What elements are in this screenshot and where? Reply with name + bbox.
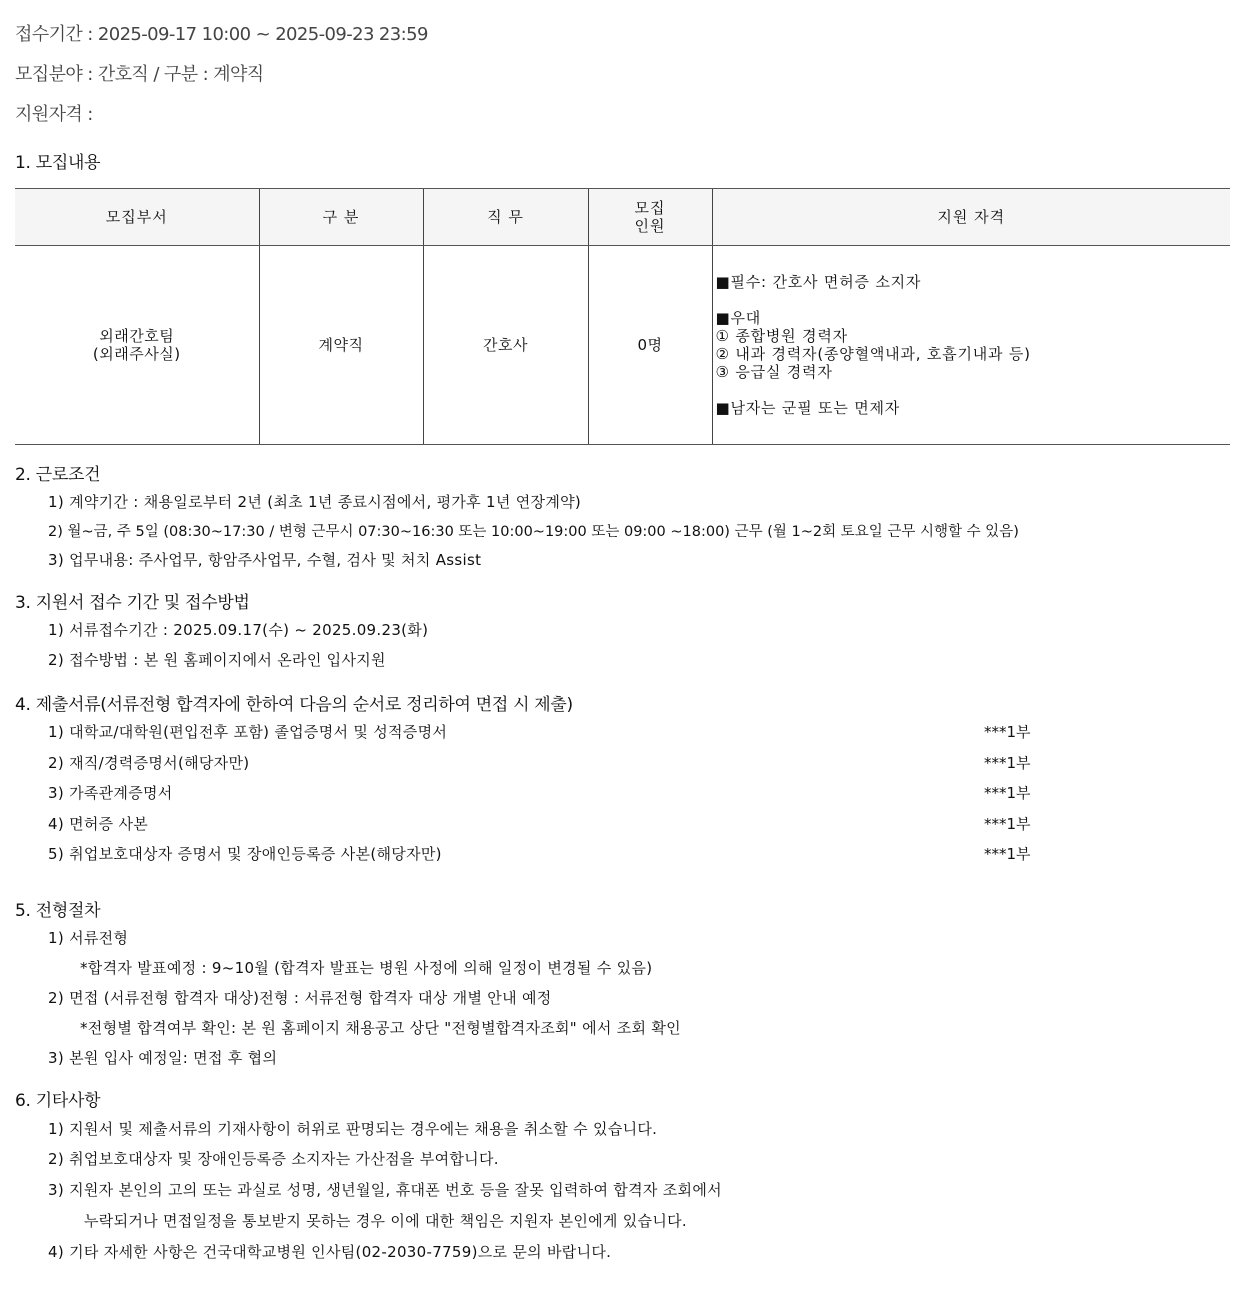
document-item: 2) 재직/경력증명서(해당자만) (48, 754, 250, 772)
list-item-continued: 누락되거나 면접일정을 통보받지 못하는 경우 이에 대한 책임은 지원자 본인에게 있습니다. (84, 1212, 687, 1230)
application-period-value: 2025-09-17 10:00 ~ 2025-09-23 23:59 (97, 24, 428, 45)
cell-qualifications (712, 246, 1230, 445)
table-row (15, 246, 1230, 445)
section-2-title: 2. 근로조건 (15, 465, 101, 485)
section-5-title: 5. 전형절차 (15, 901, 101, 921)
header-count (588, 189, 712, 246)
qual-required: ■필수: 간호사 면허증 소지자 (715, 273, 922, 291)
header-count-line2: 인원 (634, 217, 666, 235)
qualification-label: 지원자격 : (15, 104, 93, 125)
dept-sub: (외래주사실) (92, 345, 181, 363)
list-item: 2) 면접 (서류전형 합격자 대상)전형 : 서류전형 합격자 대상 개별 안내 예정 (48, 989, 552, 1007)
list-item: 4) 기타 자세한 사항은 건국대학교병원 인사팀(02-2030-7759)으로 문의 바랍니다. (48, 1243, 612, 1261)
section-6-title: 6. 기타사항 (15, 1091, 101, 1111)
section-3-title: 3. 지원서 접수 기간 및 접수방법 (15, 593, 250, 613)
document-item: 5) 취업보호대상자 증명서 및 장애인등록증 사본(해당자만) (48, 845, 442, 863)
qual-preferred-1: ① 종합병원 경력자 (715, 327, 848, 345)
document-item: 1) 대학교/대학원(편입전후 포함) 졸업증명서 및 성적증명서 (48, 723, 448, 741)
list-item: 1) 계약기간 : 채용일로부터 2년 (최초 1년 종료시점에서, 평가후 1년 연장계약) (48, 493, 582, 511)
header-category: 구 분 (259, 189, 423, 246)
qual-preferred-3: ③ 응급실 경력자 (715, 363, 833, 381)
qual-preferred-2: ② 내과 경력자(종양혈액내과, 호흡기내과 등) (715, 345, 1031, 363)
recruit-field: 모집분야 : 간호직 / 구분 : 계약직 (15, 64, 264, 85)
cell-job: 간호사 (423, 246, 588, 445)
section-1-title: 1. 모집내용 (15, 153, 101, 173)
list-item: 1) 지원서 및 제출서류의 기재사항이 허위로 판명되는 경우에는 채용을 취소할 수 있습니다. (48, 1120, 658, 1138)
list-item: 1) 서류접수기간 : 2025.09.17(수) ~ 2025.09.23(화) (48, 621, 429, 639)
table-header-row (15, 189, 1230, 246)
section-4-title: 4. 제출서류(서류전형 합격자에 한하여 다음의 순서로 정리하여 면접 시 제출) (15, 695, 573, 715)
list-note: *합격자 발표예정 : 9~10월 (합격자 발표는 병원 사정에 의해 일정이 변경될 수 있음) (80, 959, 653, 977)
list-item: 3) 지원자 본인의 고의 또는 과실로 성명, 생년월일, 휴대폰 번호 등을 잘못 입력하여 합격자 조회에서 (48, 1181, 722, 1199)
list-item: 3) 본원 입사 예정일: 면접 후 협의 (48, 1049, 278, 1067)
recruit-table (15, 188, 1230, 445)
list-item: 3) 업무내용: 주사업무, 항암주사업무, 수혈, 검사 및 처치 Assist (48, 551, 482, 569)
cell-count: 0명 (588, 246, 712, 445)
qual-spacer (716, 381, 1231, 399)
document-item: 3) 가족관계증명서 (48, 784, 173, 802)
document-item: 4) 면허증 사본 (48, 815, 149, 833)
header-dept: 모집부서 (15, 189, 259, 246)
document-count: ***1부 (984, 845, 1031, 863)
qual-spacer (716, 291, 1231, 309)
document-count: ***1부 (984, 815, 1031, 833)
header-job: 직 무 (423, 189, 588, 246)
list-item: 2) 취업보호대상자 및 장애인등록증 소지자는 가산점을 부여합니다. (48, 1150, 499, 1168)
cell-category: 계약직 (259, 246, 423, 445)
header-qualifications: 지원 자격 (712, 189, 1230, 246)
list-item: 2) 접수방법 : 본 원 홈페이지에서 온라인 입사지원 (48, 651, 386, 669)
list-item: 2) 월~금, 주 5일 (08:30~17:30 / 변형 근무시 07:30~16:30 또는 10:00~19:00 또는 09:00 ~18:00) 근무 (월 1~2회 토요일 근무 시행할 수 있음) (48, 524, 1019, 540)
qual-preferred-title: ■우대 (715, 309, 762, 327)
document-count: ***1부 (984, 784, 1031, 802)
list-note: *전형별 합격여부 확인: 본 원 홈페이지 채용공고 상단 "전형별합격자조회" 에서 조회 확인 (80, 1019, 681, 1037)
qual-military: ■남자는 군필 또는 면제자 (715, 399, 901, 417)
application-period (15, 20, 428, 46)
document-count: ***1부 (984, 754, 1031, 772)
dept-name: 외래간호팀 (99, 327, 175, 345)
list-item: 1) 서류전형 (48, 929, 129, 947)
document-count: ***1부 (984, 723, 1031, 741)
application-period-label: 접수기간 : (15, 24, 98, 45)
cell-dept (15, 246, 259, 445)
header-count-line1: 모집 (634, 199, 666, 217)
